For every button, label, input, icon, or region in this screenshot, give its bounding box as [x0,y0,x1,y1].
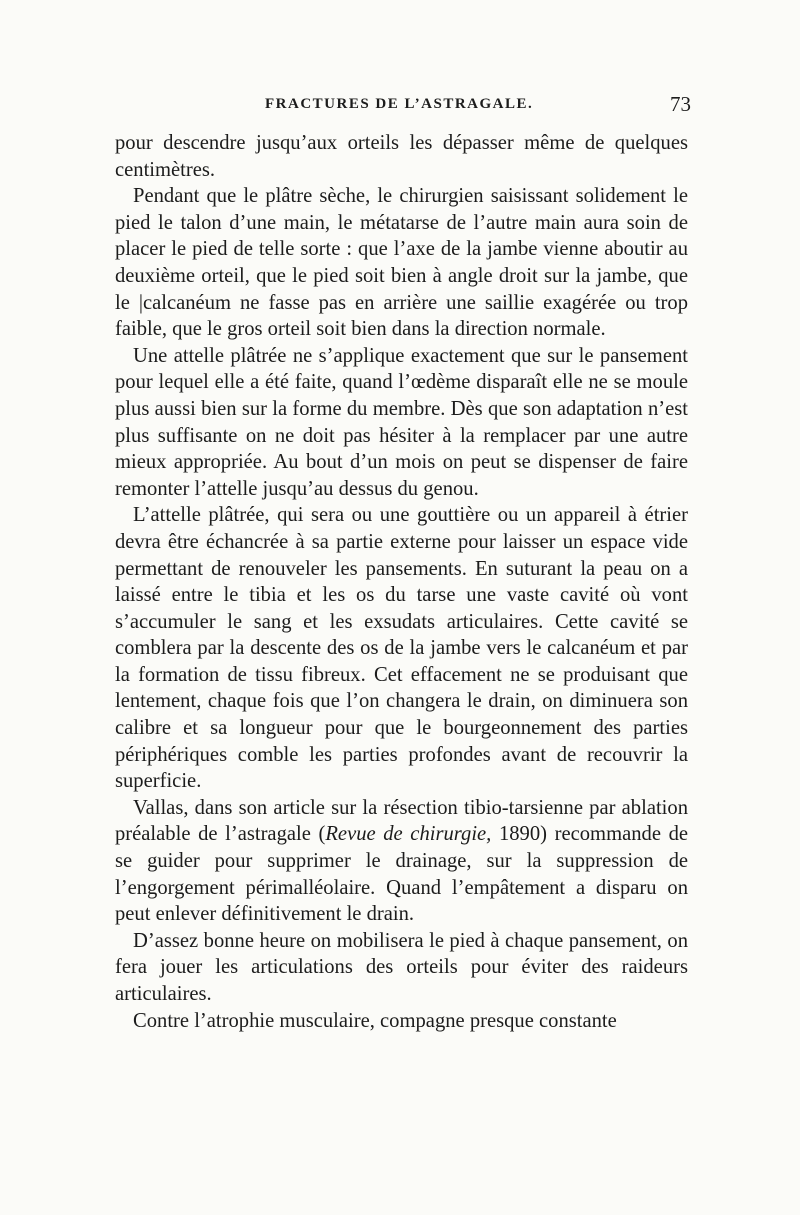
running-title: FRACTURES DE L’ASTRAGALE. [265,96,534,112]
vallas-text-before: Vallas, dans son article sur la résection tibio-tarsienne par ablation préalable de l’astragale ( [115,796,688,846]
body-text [115,130,688,1034]
paragraph-plaster-drying: Pendant que le plâtre sèche, le chirurgien saisissant solidement le pied le talon d’une main, le métatarse de l’autre main aura soin de placer le pied de telle sorte : que l’axe de la jambe vienne aboutir au deuxième orteil, que le pied soit bien à angle droit sur la jambe, que le |calcanéum ne fasse pas en arrière une saillie exagérée ou trop faible, que le gros orteil soit bien dans la direction normale. [115,185,688,341]
paragraph-vallas [115,795,688,928]
page-number: 73 [670,92,691,116]
paragraph-splint-window: L’attelle plâtrée, qui sera ou une gouttière ou un appareil à étrier devra être échancrée à sa partie externe pour laisser un espace vide permettant de renouveler les pansements. En suturant la peau on a laissé entre le tibia et les os du tarse une vaste cavité où vont s’accumuler le sang et les exsudats articulaires. Cette cavité se comblera par la descente des os de la jambe vers le calcanéum et par la formation de tissu fibreux. Cet effacement ne se produisant que lentement, chaque fois que l’on changera le drain, on diminuera son calibre et sa longueur pour que le bourgeonnement des parties périphériques comble les parties profondes avant de recouvrir la superficie. [115,504,688,793]
paragraph-plaster-splint: Une attelle plâtrée ne s’applique exactement que sur le pansement pour lequel elle a été faite, quand l’œdème disparaît elle ne se moule plus aussi bien sur la forme du membre. Dès que son adaptation n’est plus suffisante on ne doit pas hésiter à la remplacer par une autre mieux appropriée. Au bout d’un mois on peut se dispenser de faire remonter l’attelle jusqu’au dessus du genou. [115,344,688,500]
paragraph-continuation: pour descendre jusqu’aux orteils les dépasser même de quelques centimètres. [115,132,688,181]
running-head [115,92,691,130]
paragraph-atrophy: Contre l’atrophie musculaire, compagne presque constante [133,1009,617,1032]
paragraph-mobilisation: D’assez bonne heure on mobilisera le pied à chaque pansement, on fera jouer les articulations des orteils pour éviter des raideurs articulaires. [115,929,688,1005]
vallas-text-after: 1890) recommande de se guider pour supprimer le drainage, sur la suppression de l’engorgement périmalléolaire. Quand l’empâtement a disparu on peut enlever définitivement le drain. [115,823,689,926]
journal-title: Revue de chirurgie, [325,823,492,846]
